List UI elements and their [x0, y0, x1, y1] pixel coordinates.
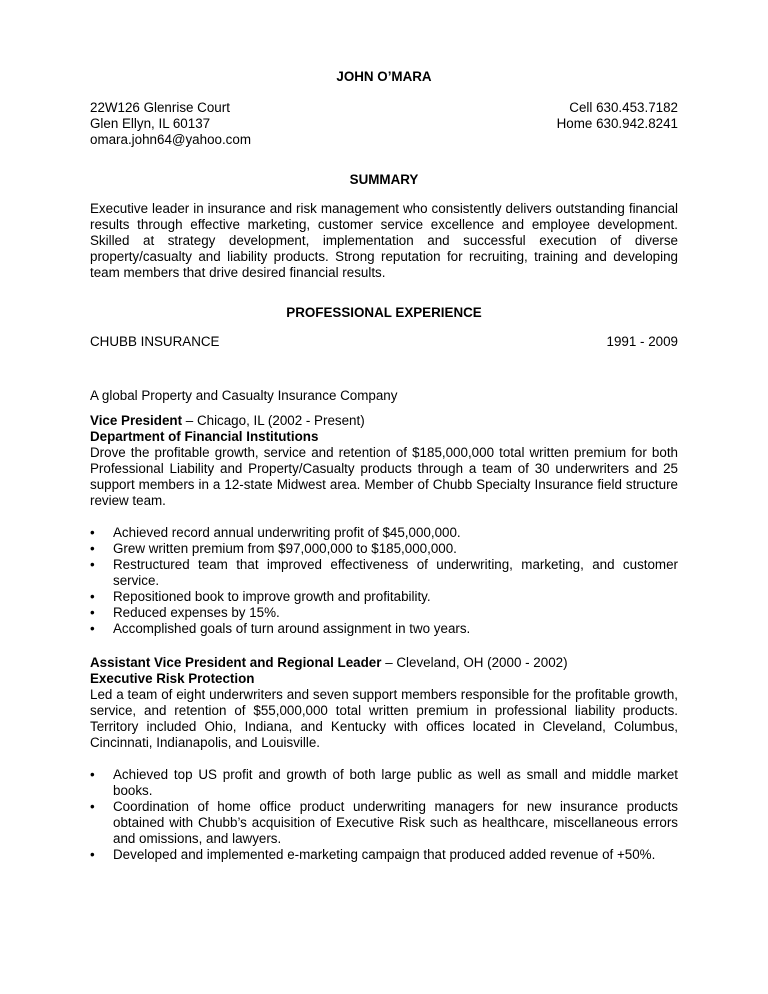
- list-item: • Grew written premium from $97,000,000 to $185,000,000.: [90, 541, 678, 557]
- candidate-name: JOHN O’MARA: [336, 69, 432, 84]
- role-title: Assistant Vice President and Regional Leader: [90, 655, 382, 670]
- list-item: • Reduced expenses by 15%.: [90, 605, 678, 621]
- company-row: [90, 334, 678, 350]
- role-location: – Cleveland, OH (2000 - 2002): [381, 655, 568, 670]
- role-department: Executive Risk Protection: [90, 671, 255, 686]
- company-description: A global Property and Casualty Insurance Company: [90, 388, 398, 403]
- list-item: • Repositioned book to improve growth and profitability.: [90, 589, 678, 605]
- role-title: Vice President: [90, 413, 183, 428]
- contact-row-2: [90, 116, 678, 132]
- cell-phone: Cell 630.453.7182: [569, 100, 678, 115]
- home-phone: Home 630.942.8241: [556, 116, 678, 131]
- role-description: Drove the profitable growth, service and retention of $185,000,000 total written premium for both Professional Liability and Property/Casualty products through a team of 30 underwriters and 25 support members in a 12-state Midwest area. Member of Chubb Specialty Insurance field structure review team.: [90, 445, 678, 508]
- role-achievements: [90, 767, 678, 863]
- list-item: • Accomplished goals of turn around assignment in two years.: [90, 621, 678, 637]
- role-description: Led a team of eight underwriters and seven support members responsible for the profitable growth, service, and retention of $55,000,000 total written premium in professional liability products. Territory included Ohio, Indiana, and Kentucky with offices located in Cleveland, Columbus, Cincinnati, Indianapolis, and Louisville.: [90, 687, 678, 750]
- role-heading: [90, 655, 678, 671]
- contact-row-1: [90, 100, 678, 116]
- role-heading: [90, 413, 678, 429]
- email-address: omara.john64@yahoo.com: [90, 132, 251, 147]
- company-name: CHUBB INSURANCE: [90, 334, 220, 349]
- address-line-2: Glen Ellyn, IL 60137: [90, 116, 211, 131]
- list-item: • Achieved record annual underwriting profit of $45,000,000.: [90, 525, 678, 541]
- role-location: – Chicago, IL (2002 - Present): [182, 413, 365, 428]
- list-item: • Achieved top US profit and growth of both large public as well as small and middle market books.: [90, 767, 678, 799]
- list-item: • Restructured team that improved effectiveness of underwriting, marketing, and customer service.: [90, 557, 678, 589]
- address-line-1: 22W126 Glenrise Court: [90, 100, 230, 115]
- company-years: 1991 - 2009: [606, 334, 678, 349]
- list-item: • Coordination of home office product underwriting managers for new insurance products obtained with Chubb’s acquisition of Executive Risk such as healthcare, miscellaneous errors and omissions, and lawyers.: [90, 799, 678, 847]
- summary-heading: SUMMARY: [349, 172, 419, 187]
- role-department: Department of Financial Institutions: [90, 429, 319, 444]
- list-item: • Developed and implemented e-marketing campaign that produced added revenue of +50%.: [90, 847, 678, 863]
- summary-text: Executive leader in insurance and risk management who consistently delivers outstanding financial results through effective marketing, customer service excellence and employee development. Skilled at strategy development, implementation and successful execution of diverse property/casualty and liability products. Strong reputation for recruiting, training and developing team members that drive desired financial results.: [90, 201, 678, 280]
- role-achievements: [90, 525, 678, 637]
- experience-heading: PROFESSIONAL EXPERIENCE: [286, 305, 482, 320]
